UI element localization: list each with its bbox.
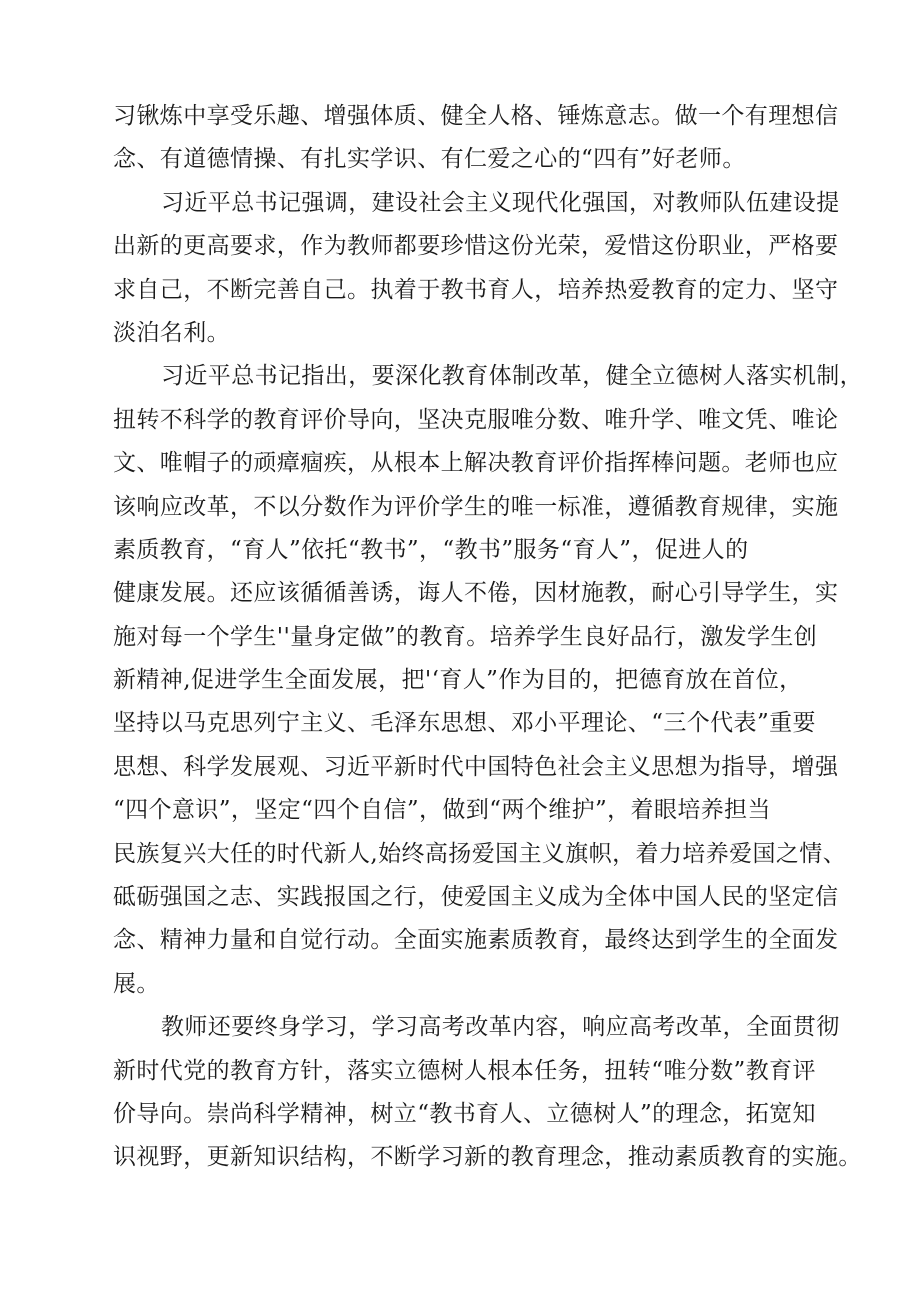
- text-line: 该响应改革，不以分数作为评价学生的唯一标准，遵循教育规律，实施: [113, 493, 839, 520]
- text-line: 价导向。崇尚科学精神，树立“教书育人、立德树人”的理念，拓宽知: [113, 1100, 816, 1127]
- text-line: 施对每一个学生''量身定做”的教育。培养学生良好品行，激发学生创: [113, 623, 818, 650]
- text-line: 念、精神力量和自觉行动。全面实施素质教育，最终达到学生的全面发: [113, 927, 839, 954]
- text-line: 求自己，不断完善自己。执着于教书育人，培养热爱教育的定力、坚守: [113, 276, 839, 303]
- text-line: 新精神,促进学生全面发展，把'‘育人”作为目的，把德育放在首位，: [113, 667, 803, 694]
- text-line: 扭转不科学的教育评价导向，坚决克服唯分数、唯升学、唯文凭、唯论: [113, 406, 839, 433]
- text-line: 习锹炼中享受乐趣、增强体质、健全人格、锤炼意志。做一个有理想信: [113, 103, 839, 129]
- text-line: 展。: [113, 970, 160, 997]
- text-line: 素质教育，“育人”依托“教书”，“教书”服务“育人”，促进人的: [113, 536, 749, 563]
- text-line: 文、唯帽子的顽瘴痼疾，从根本上解决教育评价指挥棒问题。老师也应: [113, 450, 839, 477]
- text-line: 淡泊名利。: [113, 319, 230, 346]
- paragraph-4: [113, 1006, 862, 1180]
- text-line: 出新的更高要求，作为教师都要珍惜这份光荣，爱惜这份职业，严格要: [113, 233, 839, 260]
- text-line: 思想、科学发展观、习近平新时代中国特色社会主义思想为指导，增强: [113, 753, 839, 780]
- paragraph-1: [113, 95, 839, 182]
- text-line: 新时代党的教育方针，落实立德树人根本任务，扭转“唯分数”教育评: [113, 1057, 816, 1084]
- text-line: 识视野，更新知识结构，不断学习新的教育理念，推动素质教育的实施。: [113, 1144, 862, 1171]
- text-line: 教师还要终身学习，学习高考改革内容，响应高考改革，全面贯彻: [161, 1014, 840, 1041]
- text-line: 念、有道德情操、有扎实学识、有仁爱之心的“四有”好老师。: [113, 146, 746, 173]
- text-line: 民族复兴大任的时代新人,始终高扬爱国主义旗帜，着力培养爱国之情、: [113, 840, 847, 867]
- text-line: 习近平总书记强调，建设社会主义现代化强国，对教师队伍建设提: [161, 189, 840, 216]
- document-body: [113, 95, 863, 1180]
- text-line: 砥砺强国之志、实践报国之行，使爱国主义成为全体中国人民的坚定信: [113, 884, 839, 911]
- paragraph-2: [113, 182, 840, 356]
- paragraph-3: [113, 355, 863, 1006]
- text-line: 习近平总书记指出，要深化教育体制改革，健全立德树人落实机制，: [161, 363, 863, 390]
- text-line: 坚持以马克思列宁主义、毛泽东思想、邓小平理论、“三个代表”重要: [113, 710, 816, 737]
- text-line: 健康发展。还应该循循善诱，诲人不倦，因材施教，耐心引导学生，实: [113, 580, 839, 607]
- text-line: “四个意识”，坚定“四个自信”，做到“两个维护”，着眼培养担当: [113, 797, 771, 824]
